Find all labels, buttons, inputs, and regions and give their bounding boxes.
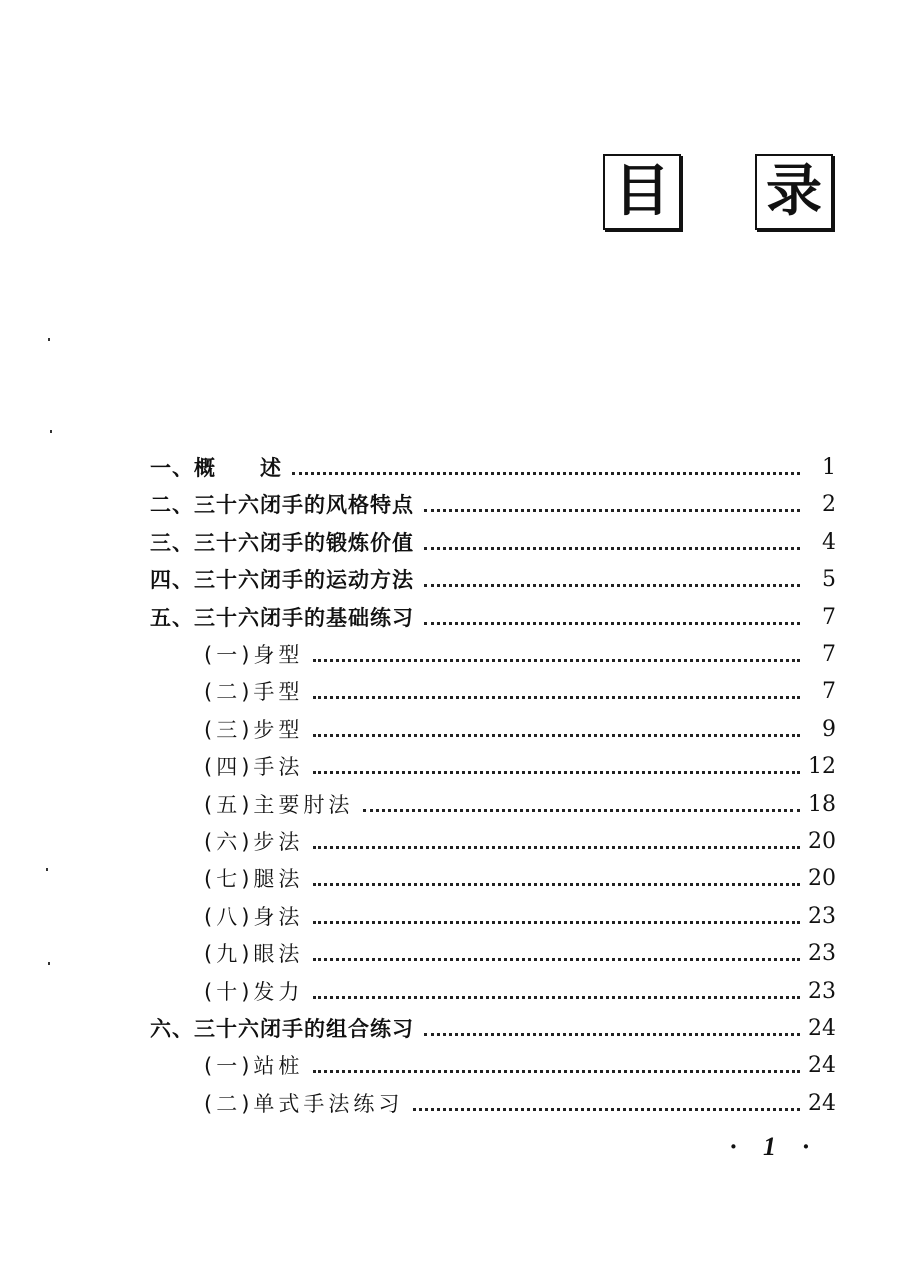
- toc-label: 一、概 述: [150, 456, 282, 480]
- toc-page-number: 20: [808, 829, 836, 854]
- leader-dots: [424, 622, 800, 625]
- toc-label: (五)主要肘法: [204, 793, 354, 817]
- leader-dots: [313, 696, 800, 699]
- toc-entry[interactable]: [204, 826, 836, 856]
- toc-entry[interactable]: [204, 901, 836, 931]
- toc-page-number: 24: [808, 1016, 836, 1041]
- leader-dots: [424, 1033, 800, 1036]
- toc-entry[interactable]: [150, 1013, 836, 1043]
- toc-entry[interactable]: [150, 527, 836, 557]
- toc-entry[interactable]: [204, 1050, 836, 1080]
- leader-dots: [313, 771, 800, 774]
- toc-entry[interactable]: [150, 452, 836, 482]
- toc-page-number: 4: [822, 530, 836, 555]
- leader-dots: [313, 734, 800, 737]
- title-char-mu: 目: [603, 154, 681, 230]
- leader-dots: [413, 1108, 800, 1111]
- toc-label: (七)腿法: [204, 867, 304, 891]
- toc-page-number: 7: [822, 605, 836, 630]
- leader-dots: [424, 584, 800, 587]
- leader-dots: [313, 883, 800, 886]
- toc-page-number: 7: [822, 642, 836, 667]
- toc-entry[interactable]: [204, 863, 836, 893]
- leader-dots: [313, 659, 800, 662]
- toc-entry[interactable]: [150, 489, 836, 519]
- leader-dots: [292, 472, 800, 475]
- leader-dots: [313, 958, 800, 961]
- toc-entry[interactable]: [204, 976, 836, 1006]
- toc-entry[interactable]: [150, 564, 836, 594]
- toc-entry[interactable]: [204, 789, 836, 819]
- toc-page-number: 7: [822, 679, 836, 704]
- toc-label: 四、三十六闭手的运动方法: [150, 568, 414, 592]
- toc-entry[interactable]: [204, 676, 836, 706]
- toc-label: 二、三十六闭手的风格特点: [150, 493, 414, 517]
- leader-dots: [424, 509, 800, 512]
- toc-label: (二)手型: [204, 680, 304, 704]
- toc-page-number: 23: [808, 904, 836, 929]
- toc-entry[interactable]: [204, 714, 836, 744]
- toc-label: (二)单式手法练习: [204, 1092, 404, 1116]
- toc-page-number: 12: [808, 754, 836, 779]
- scan-speck: [46, 868, 48, 871]
- toc-page-number: 24: [808, 1091, 836, 1116]
- toc-entry[interactable]: [204, 751, 836, 781]
- toc-label: (四)手法: [204, 755, 304, 779]
- toc-label: (八)身法: [204, 905, 304, 929]
- title-char-lu: 录: [755, 154, 833, 230]
- toc-label: 三、三十六闭手的锻炼价值: [150, 531, 414, 555]
- page-folio: · 1 ·: [730, 1132, 819, 1161]
- leader-dots: [313, 1070, 800, 1073]
- toc-entry[interactable]: [150, 602, 836, 632]
- leader-dots: [313, 996, 800, 999]
- toc-entry[interactable]: [204, 1088, 836, 1118]
- toc-page-number: 23: [808, 941, 836, 966]
- toc-label: (一)站桩: [204, 1054, 304, 1078]
- toc-label: 六、三十六闭手的组合练习: [150, 1017, 414, 1041]
- scan-speck: [50, 430, 52, 433]
- scan-speck: [48, 338, 50, 341]
- toc-label: (十)发力: [204, 980, 304, 1004]
- toc-label: (九)眼法: [204, 942, 304, 966]
- leader-dots: [313, 921, 800, 924]
- leader-dots: [363, 809, 800, 812]
- leader-dots: [424, 547, 800, 550]
- toc-entry[interactable]: [204, 938, 836, 968]
- toc-page-number: 18: [808, 792, 836, 817]
- toc-entry[interactable]: [204, 639, 836, 669]
- toc-label: (一)身型: [204, 643, 304, 667]
- toc-page-number: 1: [822, 455, 836, 480]
- toc-page-number: 20: [808, 866, 836, 891]
- toc-page-number: 9: [822, 717, 836, 742]
- toc-label: (三)步型: [204, 718, 304, 742]
- scan-speck: [48, 962, 50, 965]
- toc-page-number: 24: [808, 1053, 836, 1078]
- toc-page-number: 23: [808, 979, 836, 1004]
- toc-page-number: 2: [822, 492, 836, 517]
- toc-label: (六)步法: [204, 830, 304, 854]
- toc-page-number: 5: [822, 567, 836, 592]
- leader-dots: [313, 846, 800, 849]
- toc-label: 五、三十六闭手的基础练习: [150, 606, 414, 630]
